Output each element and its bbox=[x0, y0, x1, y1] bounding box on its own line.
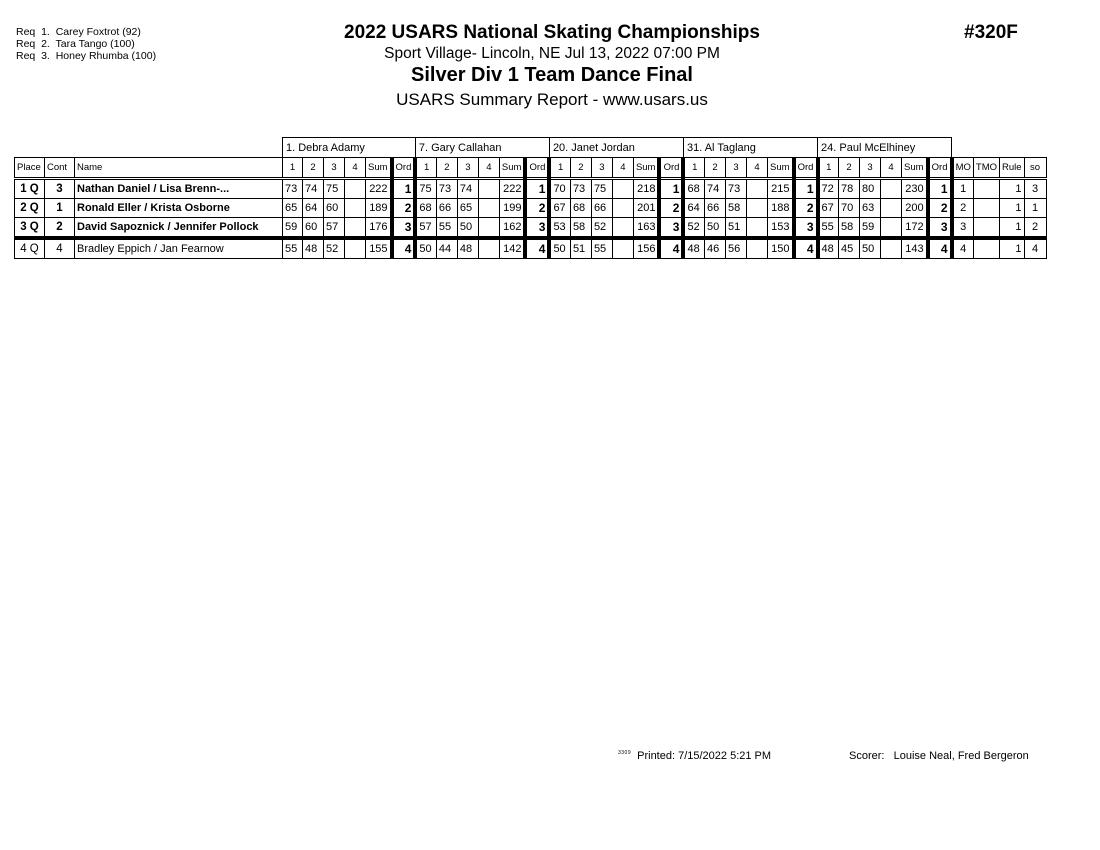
judge-score: 66 bbox=[704, 199, 725, 218]
col-sum: Sum bbox=[499, 158, 525, 179]
col-score-3: 3 bbox=[725, 158, 746, 179]
judge-score bbox=[345, 238, 366, 259]
result-row bbox=[15, 238, 1047, 259]
so-value: 1 bbox=[1024, 199, 1046, 218]
skater-names: Nathan Daniel / Lisa Brenn-... bbox=[75, 179, 283, 199]
judge-sum: 142 bbox=[499, 238, 525, 259]
judge-score: 60 bbox=[324, 199, 345, 218]
event-number: #320F bbox=[964, 22, 1018, 43]
judge-header-row bbox=[15, 138, 1047, 158]
requirement-1: Req 1. Carey Foxtrot (92) bbox=[16, 26, 141, 38]
judge-ordinal: 2 bbox=[392, 199, 416, 218]
judge-sum: 222 bbox=[366, 179, 392, 199]
judge-score bbox=[612, 199, 633, 218]
judge-score: 56 bbox=[725, 238, 746, 259]
judge-score bbox=[746, 179, 767, 199]
mo-value: 2 bbox=[952, 199, 974, 218]
judge-score: 46 bbox=[704, 238, 725, 259]
col-cont: Cont bbox=[45, 158, 75, 179]
championship-title: 2022 USARS National Skating Championships bbox=[344, 22, 760, 43]
judge-score: 70 bbox=[839, 199, 860, 218]
col-ord: Ord bbox=[794, 158, 818, 179]
judge-name: 31. Al Taglang bbox=[683, 138, 817, 158]
printed-timestamp: Printed: 7/15/2022 5:21 PM bbox=[637, 750, 772, 762]
judge-score: 48 bbox=[818, 238, 839, 259]
judge-score: 66 bbox=[436, 199, 457, 218]
judge-sum: 222 bbox=[499, 179, 525, 199]
judge-score: 74 bbox=[457, 179, 478, 199]
col-sum: Sum bbox=[366, 158, 392, 179]
col-ord: Ord bbox=[659, 158, 683, 179]
judge-ordinal: 1 bbox=[794, 179, 818, 199]
col-place: Place bbox=[15, 158, 45, 179]
judge-score bbox=[881, 238, 902, 259]
mo-value: 3 bbox=[952, 218, 974, 239]
place-cell: 2 Q bbox=[15, 199, 45, 218]
scorer-info: Scorer: Louise Neal, Fred Bergeron bbox=[849, 750, 1029, 762]
judge-score: 45 bbox=[839, 238, 860, 259]
judge-name: 1. Debra Adamy bbox=[283, 138, 416, 158]
col-score-2: 2 bbox=[436, 158, 457, 179]
judge-name: 20. Janet Jordan bbox=[549, 138, 683, 158]
judge-score: 63 bbox=[860, 199, 881, 218]
judge-score bbox=[612, 179, 633, 199]
report-title: USARS Summary Report - www.usars.us bbox=[396, 90, 708, 109]
judge-score: 51 bbox=[570, 238, 591, 259]
judge-name: 24. Paul McElhiney bbox=[818, 138, 952, 158]
judge-score: 50 bbox=[457, 218, 478, 239]
rule-value: 1 bbox=[1000, 199, 1025, 218]
judge-ordinal: 4 bbox=[525, 238, 549, 259]
judge-score bbox=[881, 199, 902, 218]
judge-sum: 176 bbox=[366, 218, 392, 239]
judge-score bbox=[478, 179, 499, 199]
judge-score: 73 bbox=[283, 179, 303, 199]
judge-score: 75 bbox=[591, 179, 612, 199]
judge-score: 44 bbox=[436, 238, 457, 259]
tmo-value bbox=[973, 218, 999, 239]
judge-score: 67 bbox=[549, 199, 570, 218]
event-title: Silver Div 1 Team Dance Final bbox=[411, 64, 693, 86]
judge-score: 75 bbox=[324, 179, 345, 199]
judge-sum: 201 bbox=[633, 199, 659, 218]
result-row bbox=[15, 199, 1047, 218]
so-value: 3 bbox=[1024, 179, 1046, 199]
report-code: 3309 bbox=[618, 750, 632, 756]
judge-score bbox=[478, 199, 499, 218]
place-cell: 4 Q bbox=[15, 238, 45, 259]
judge-score: 68 bbox=[570, 199, 591, 218]
col-score-1: 1 bbox=[415, 158, 436, 179]
judge-ordinal: 3 bbox=[392, 218, 416, 239]
mo-value: 4 bbox=[952, 238, 974, 259]
judge-score: 57 bbox=[324, 218, 345, 239]
judge-score: 74 bbox=[303, 179, 324, 199]
col-score-3: 3 bbox=[860, 158, 881, 179]
so-value: 4 bbox=[1024, 238, 1046, 259]
contestant-number: 3 bbox=[45, 179, 75, 199]
judge-score: 58 bbox=[839, 218, 860, 239]
judge-score: 60 bbox=[303, 218, 324, 239]
place-cell: 1 Q bbox=[15, 179, 45, 199]
column-header-row bbox=[15, 158, 1047, 179]
judge-ordinal: 1 bbox=[392, 179, 416, 199]
judge-score: 48 bbox=[457, 238, 478, 259]
judge-score bbox=[746, 199, 767, 218]
judge-score: 58 bbox=[570, 218, 591, 239]
col-sum: Sum bbox=[633, 158, 659, 179]
venue-datetime: Sport Village- Lincoln, NE Jul 13, 2022 07:00 PM bbox=[384, 45, 720, 62]
contestant-number: 1 bbox=[45, 199, 75, 218]
tmo-value bbox=[973, 179, 999, 199]
col-score-2: 2 bbox=[303, 158, 324, 179]
col-score-2: 2 bbox=[570, 158, 591, 179]
judge-score: 51 bbox=[725, 218, 746, 239]
col-name: Name bbox=[75, 158, 283, 179]
judge-ordinal: 4 bbox=[392, 238, 416, 259]
col-score-1: 1 bbox=[683, 158, 704, 179]
judge-sum: 199 bbox=[499, 199, 525, 218]
judge-ordinal: 3 bbox=[659, 218, 683, 239]
judge-score: 72 bbox=[818, 179, 839, 199]
skater-names: David Sapoznick / Jennifer Pollock bbox=[75, 218, 283, 239]
judge-score: 65 bbox=[457, 199, 478, 218]
judge-score bbox=[881, 218, 902, 239]
skater-names: Bradley Eppich / Jan Fearnow bbox=[75, 238, 283, 259]
judge-score: 55 bbox=[818, 218, 839, 239]
judge-sum: 230 bbox=[902, 179, 928, 199]
judge-sum: 153 bbox=[767, 218, 793, 239]
judge-score bbox=[345, 179, 366, 199]
judge-sum: 150 bbox=[767, 238, 793, 259]
judge-score bbox=[746, 238, 767, 259]
col-score-2: 2 bbox=[704, 158, 725, 179]
result-row bbox=[15, 218, 1047, 239]
skater-names: Ronald Eller / Krista Osborne bbox=[75, 199, 283, 218]
col-score-3: 3 bbox=[591, 158, 612, 179]
judge-score: 78 bbox=[839, 179, 860, 199]
judge-score: 59 bbox=[283, 218, 303, 239]
col-tmo: TMO bbox=[973, 158, 999, 179]
judge-sum: 215 bbox=[767, 179, 793, 199]
judge-sum: 218 bbox=[633, 179, 659, 199]
place-cell: 3 Q bbox=[15, 218, 45, 239]
judge-sum: 172 bbox=[902, 218, 928, 239]
col-mo: MO bbox=[952, 158, 974, 179]
judge-score: 66 bbox=[591, 199, 612, 218]
judge-score: 65 bbox=[283, 199, 303, 218]
requirement-2: Req 2. Tara Tango (100) bbox=[16, 38, 135, 50]
judge-score: 70 bbox=[549, 179, 570, 199]
col-score-3: 3 bbox=[324, 158, 345, 179]
requirement-3: Req 3. Honey Rhumba (100) bbox=[16, 50, 157, 62]
judge-score: 80 bbox=[860, 179, 881, 199]
rule-value: 1 bbox=[1000, 179, 1025, 199]
mo-value: 1 bbox=[952, 179, 974, 199]
judge-score: 73 bbox=[570, 179, 591, 199]
col-score-1: 1 bbox=[549, 158, 570, 179]
judge-score: 59 bbox=[860, 218, 881, 239]
judge-sum: 156 bbox=[633, 238, 659, 259]
col-ord: Ord bbox=[928, 158, 952, 179]
judge-score bbox=[478, 238, 499, 259]
judge-sum: 162 bbox=[499, 218, 525, 239]
judge-score bbox=[478, 218, 499, 239]
judge-score bbox=[881, 179, 902, 199]
col-score-4: 4 bbox=[478, 158, 499, 179]
judge-ordinal: 3 bbox=[525, 218, 549, 239]
judge-ordinal: 4 bbox=[659, 238, 683, 259]
col-sum: Sum bbox=[902, 158, 928, 179]
judge-score: 68 bbox=[415, 199, 436, 218]
rule-value: 1 bbox=[1000, 238, 1025, 259]
judge-score: 57 bbox=[415, 218, 436, 239]
judge-score: 50 bbox=[704, 218, 725, 239]
contestant-number: 2 bbox=[45, 218, 75, 239]
judge-score: 55 bbox=[591, 238, 612, 259]
judge-ordinal: 2 bbox=[525, 199, 549, 218]
printed-info bbox=[618, 750, 771, 762]
col-score-2: 2 bbox=[839, 158, 860, 179]
judge-sum: 163 bbox=[633, 218, 659, 239]
judge-score: 58 bbox=[725, 199, 746, 218]
col-score-4: 4 bbox=[746, 158, 767, 179]
col-score-1: 1 bbox=[283, 158, 303, 179]
judge-ordinal: 2 bbox=[794, 199, 818, 218]
judge-sum: 189 bbox=[366, 199, 392, 218]
col-rule: Rule bbox=[1000, 158, 1025, 179]
judge-ordinal: 2 bbox=[928, 199, 952, 218]
judge-ordinal: 1 bbox=[659, 179, 683, 199]
judge-score: 64 bbox=[303, 199, 324, 218]
judge-ordinal: 2 bbox=[659, 199, 683, 218]
tmo-value bbox=[973, 238, 999, 259]
judge-score bbox=[612, 218, 633, 239]
judge-sum: 188 bbox=[767, 199, 793, 218]
col-score-3: 3 bbox=[457, 158, 478, 179]
judge-score: 68 bbox=[683, 179, 704, 199]
judge-score bbox=[345, 199, 366, 218]
result-row bbox=[15, 179, 1047, 199]
judge-sum: 155 bbox=[366, 238, 392, 259]
judge-score bbox=[746, 218, 767, 239]
judge-score bbox=[345, 218, 366, 239]
judge-score: 73 bbox=[436, 179, 457, 199]
judge-score: 48 bbox=[303, 238, 324, 259]
judge-ordinal: 1 bbox=[928, 179, 952, 199]
col-so: so bbox=[1024, 158, 1046, 179]
judge-score: 55 bbox=[283, 238, 303, 259]
judge-sum: 200 bbox=[902, 199, 928, 218]
judge-score: 67 bbox=[818, 199, 839, 218]
col-ord: Ord bbox=[525, 158, 549, 179]
col-score-4: 4 bbox=[612, 158, 633, 179]
contestant-number: 4 bbox=[45, 238, 75, 259]
blank-cell bbox=[15, 138, 283, 158]
judge-score: 75 bbox=[415, 179, 436, 199]
judge-score: 73 bbox=[725, 179, 746, 199]
col-sum: Sum bbox=[767, 158, 793, 179]
judge-ordinal: 3 bbox=[794, 218, 818, 239]
col-score-4: 4 bbox=[345, 158, 366, 179]
col-ord: Ord bbox=[392, 158, 416, 179]
judge-ordinal: 1 bbox=[525, 179, 549, 199]
tmo-value bbox=[973, 199, 999, 218]
results-table bbox=[14, 137, 1047, 259]
blank-cell bbox=[952, 138, 1046, 158]
judge-score: 50 bbox=[860, 238, 881, 259]
judge-sum: 143 bbox=[902, 238, 928, 259]
col-score-4: 4 bbox=[881, 158, 902, 179]
judge-score: 52 bbox=[683, 218, 704, 239]
judge-score bbox=[612, 238, 633, 259]
judge-name: 7. Gary Callahan bbox=[415, 138, 549, 158]
judge-score: 48 bbox=[683, 238, 704, 259]
judge-ordinal: 4 bbox=[928, 238, 952, 259]
judge-score: 52 bbox=[591, 218, 612, 239]
rule-value: 1 bbox=[1000, 218, 1025, 239]
judge-score: 50 bbox=[415, 238, 436, 259]
judge-score: 64 bbox=[683, 199, 704, 218]
judge-ordinal: 4 bbox=[794, 238, 818, 259]
judge-score: 74 bbox=[704, 179, 725, 199]
judge-score: 50 bbox=[549, 238, 570, 259]
so-value: 2 bbox=[1024, 218, 1046, 239]
col-score-1: 1 bbox=[818, 158, 839, 179]
judge-ordinal: 3 bbox=[928, 218, 952, 239]
judge-score: 55 bbox=[436, 218, 457, 239]
judge-score: 53 bbox=[549, 218, 570, 239]
judge-score: 52 bbox=[324, 238, 345, 259]
